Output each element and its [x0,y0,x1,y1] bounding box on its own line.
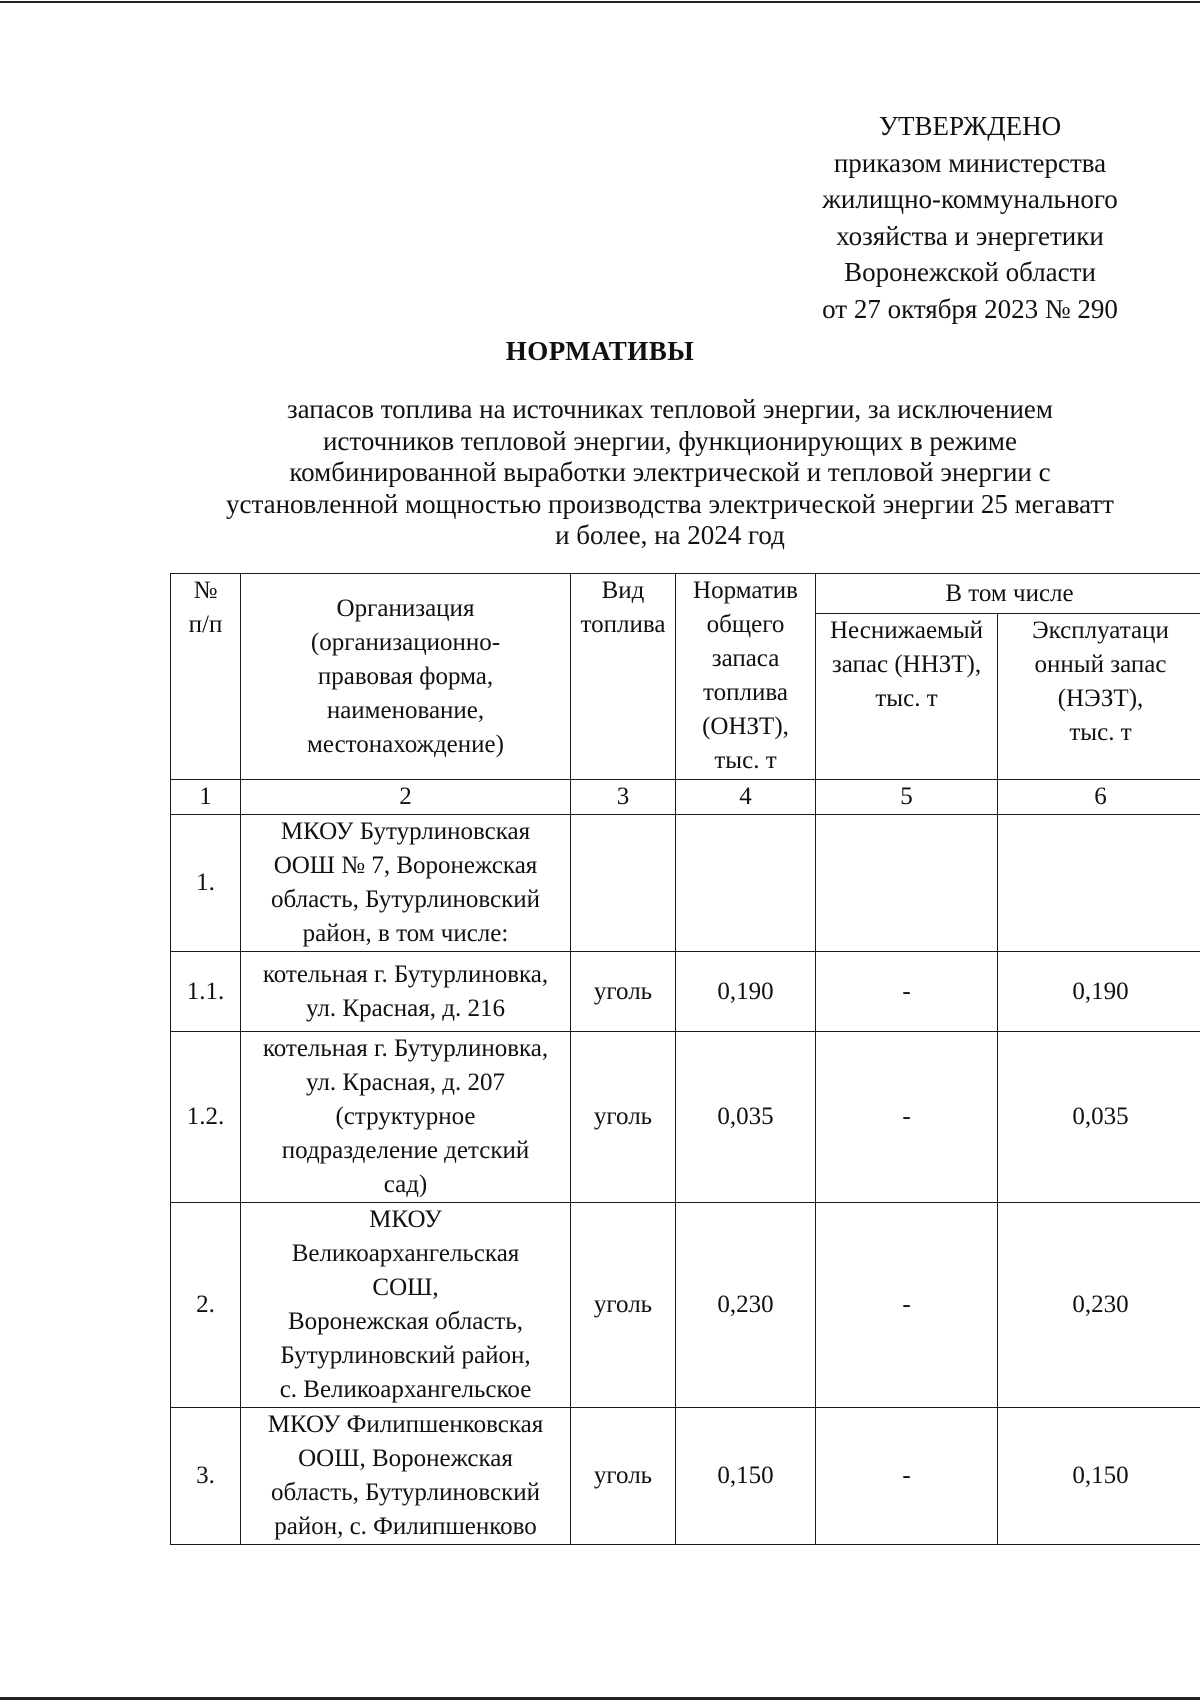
org-line: МКОУ [369,1206,442,1233]
fuel-norms-table [170,573,1200,1545]
org-line: МКОУ Бутурлиновская [280,818,531,845]
subtitle-line: установленной мощностью производства электрической энергии 25 мегаватт [226,488,1114,519]
row-fuel-type: уголь [571,1032,676,1203]
org-line: Великоархангельская [291,1240,520,1267]
table-row [171,1408,1200,1545]
header-norm-line: запаса [711,645,780,672]
org-line: котельная г. Бутурлиновка, [262,1035,549,1062]
subtitle-line: комбинированной выработки электрической и тепловой энергии с [289,457,1051,487]
row-number: 1. [171,815,241,952]
row-nezt [998,815,1200,952]
header-group-including: В том числе [816,574,1200,614]
org-line: район, с. Филипшенково [274,1513,537,1540]
approval-line: приказом министерства [833,147,1107,178]
header-num [171,574,241,780]
row-number: 3. [171,1408,241,1545]
org-line: (структурное [335,1103,476,1130]
header-fuel-line: топлива [580,611,666,638]
table-row [171,815,1200,952]
header-org-line: Организация [336,594,475,622]
subtitle-line: и более, на 2024 год [555,520,785,550]
header-org-line: местонахождение) [307,730,504,758]
header-org-line: наименование, [326,696,485,724]
header-nezt [998,614,1200,780]
row-nnzt: - [816,1203,998,1408]
approval-line: от 27 октября 2023 № 290 [822,293,1118,324]
org-line: Бутурлиновский район, [280,1342,531,1369]
row-organization [241,952,571,1032]
column-number: 2 [241,780,571,815]
row-organization [241,1032,571,1203]
header-norm-line: топлива [703,679,788,706]
header-norm-line: Норматив [693,577,798,604]
row-nezt: 0,230 [998,1203,1200,1408]
row-nezt: 0,035 [998,1032,1200,1203]
subtitle-line: запасов топлива на источниках тепловой энергии, за исключением [287,394,1053,424]
approval-stamp [790,108,1150,327]
org-line: котельная г. Бутурлиновка, [262,960,549,988]
column-number: 5 [816,780,998,815]
row-nnzt: - [816,952,998,1032]
row-nezt: 0,150 [998,1408,1200,1545]
column-number: 1 [171,780,241,815]
table-row [171,1032,1200,1203]
header-nezt-line: (НЭЗТ), [1057,685,1144,712]
row-nezt: 0,190 [998,952,1200,1032]
table-row [171,952,1200,1032]
org-line: район, в том числе: [302,920,509,947]
column-number-row [171,780,1200,815]
org-line: подразделение детский [281,1137,530,1164]
header-num-line: п/п [188,611,223,638]
row-organization [241,815,571,952]
approval-line: жилищно-коммунального [822,184,1118,214]
column-number: 4 [676,780,816,815]
approval-line: Воронежской области [844,257,1096,287]
column-number: 6 [998,780,1200,815]
row-organization [241,1203,571,1408]
header-fuel-line: Вид [601,577,645,604]
row-number: 1.1. [171,952,241,1032]
org-line: с. Великоархангельское [279,1376,532,1403]
table-row [171,1203,1200,1408]
org-line: ООШ, Воронежская [298,1445,513,1472]
row-organization [241,1408,571,1545]
approval-line: хозяйства и энергетики [836,220,1104,251]
header-nezt-line: тыс. т [1069,719,1132,746]
header-org-line: (организационно- [310,628,501,656]
org-line: Воронежская область, [287,1308,524,1335]
org-line: область, Бутурлиновский [271,886,540,913]
row-nnzt: - [816,1032,998,1203]
subtitle-line: источников тепловой энергии, функционирующих в режиме [322,425,1017,456]
header-fuel-type [571,574,676,780]
header-norm-line: общего [706,611,785,638]
row-fuel-type [571,815,676,952]
approval-line: УТВЕРЖДЕНО [878,111,1062,141]
header-total-norm [676,574,816,780]
header-norm-line: тыс. т [714,747,777,774]
header-nezt-line: онный запас [1034,651,1167,678]
header-nezt-line: Эксплуатаци [1032,617,1169,644]
org-line: СОШ, [372,1274,439,1301]
scan-edge-top [0,1,1200,3]
row-nnzt [816,815,998,952]
header-nnzt-line: тыс. т [875,685,938,712]
row-total-norm: 0,190 [676,952,816,1032]
row-number: 1.2. [171,1032,241,1203]
row-fuel-type: уголь [571,952,676,1032]
document-title: НОРМАТИВЫ [505,336,695,366]
row-fuel-type: уголь [571,1408,676,1545]
header-org-line: правовая форма, [317,662,494,690]
document-subtitle [170,394,1170,552]
org-line: ул. Красная, д. 207 [306,1069,505,1096]
org-line: ул. Красная, д. 216 [306,994,505,1022]
header-nnzt [816,614,998,780]
org-line: МКОУ Филипшенковская [267,1411,544,1438]
scan-edge-bottom [0,1697,1200,1700]
header-num-line: № [193,577,218,604]
row-total-norm: 0,035 [676,1032,816,1203]
header-norm-line: (ОНЗТ), [702,713,789,740]
header-nnzt-line: Неснижаемый [829,617,984,644]
org-line: ООШ № 7, Воронежская [273,852,538,879]
header-organization [241,574,571,780]
org-line: область, Бутурлиновский [271,1479,540,1506]
row-total-norm: 0,150 [676,1408,816,1545]
org-line: сад) [383,1171,428,1198]
row-nnzt: - [816,1408,998,1545]
column-number: 3 [571,780,676,815]
row-number: 2. [171,1203,241,1408]
row-fuel-type: уголь [571,1203,676,1408]
row-total-norm: 0,230 [676,1203,816,1408]
row-total-norm [676,815,816,952]
header-nnzt-line: запас (ННЗТ), [831,651,982,678]
